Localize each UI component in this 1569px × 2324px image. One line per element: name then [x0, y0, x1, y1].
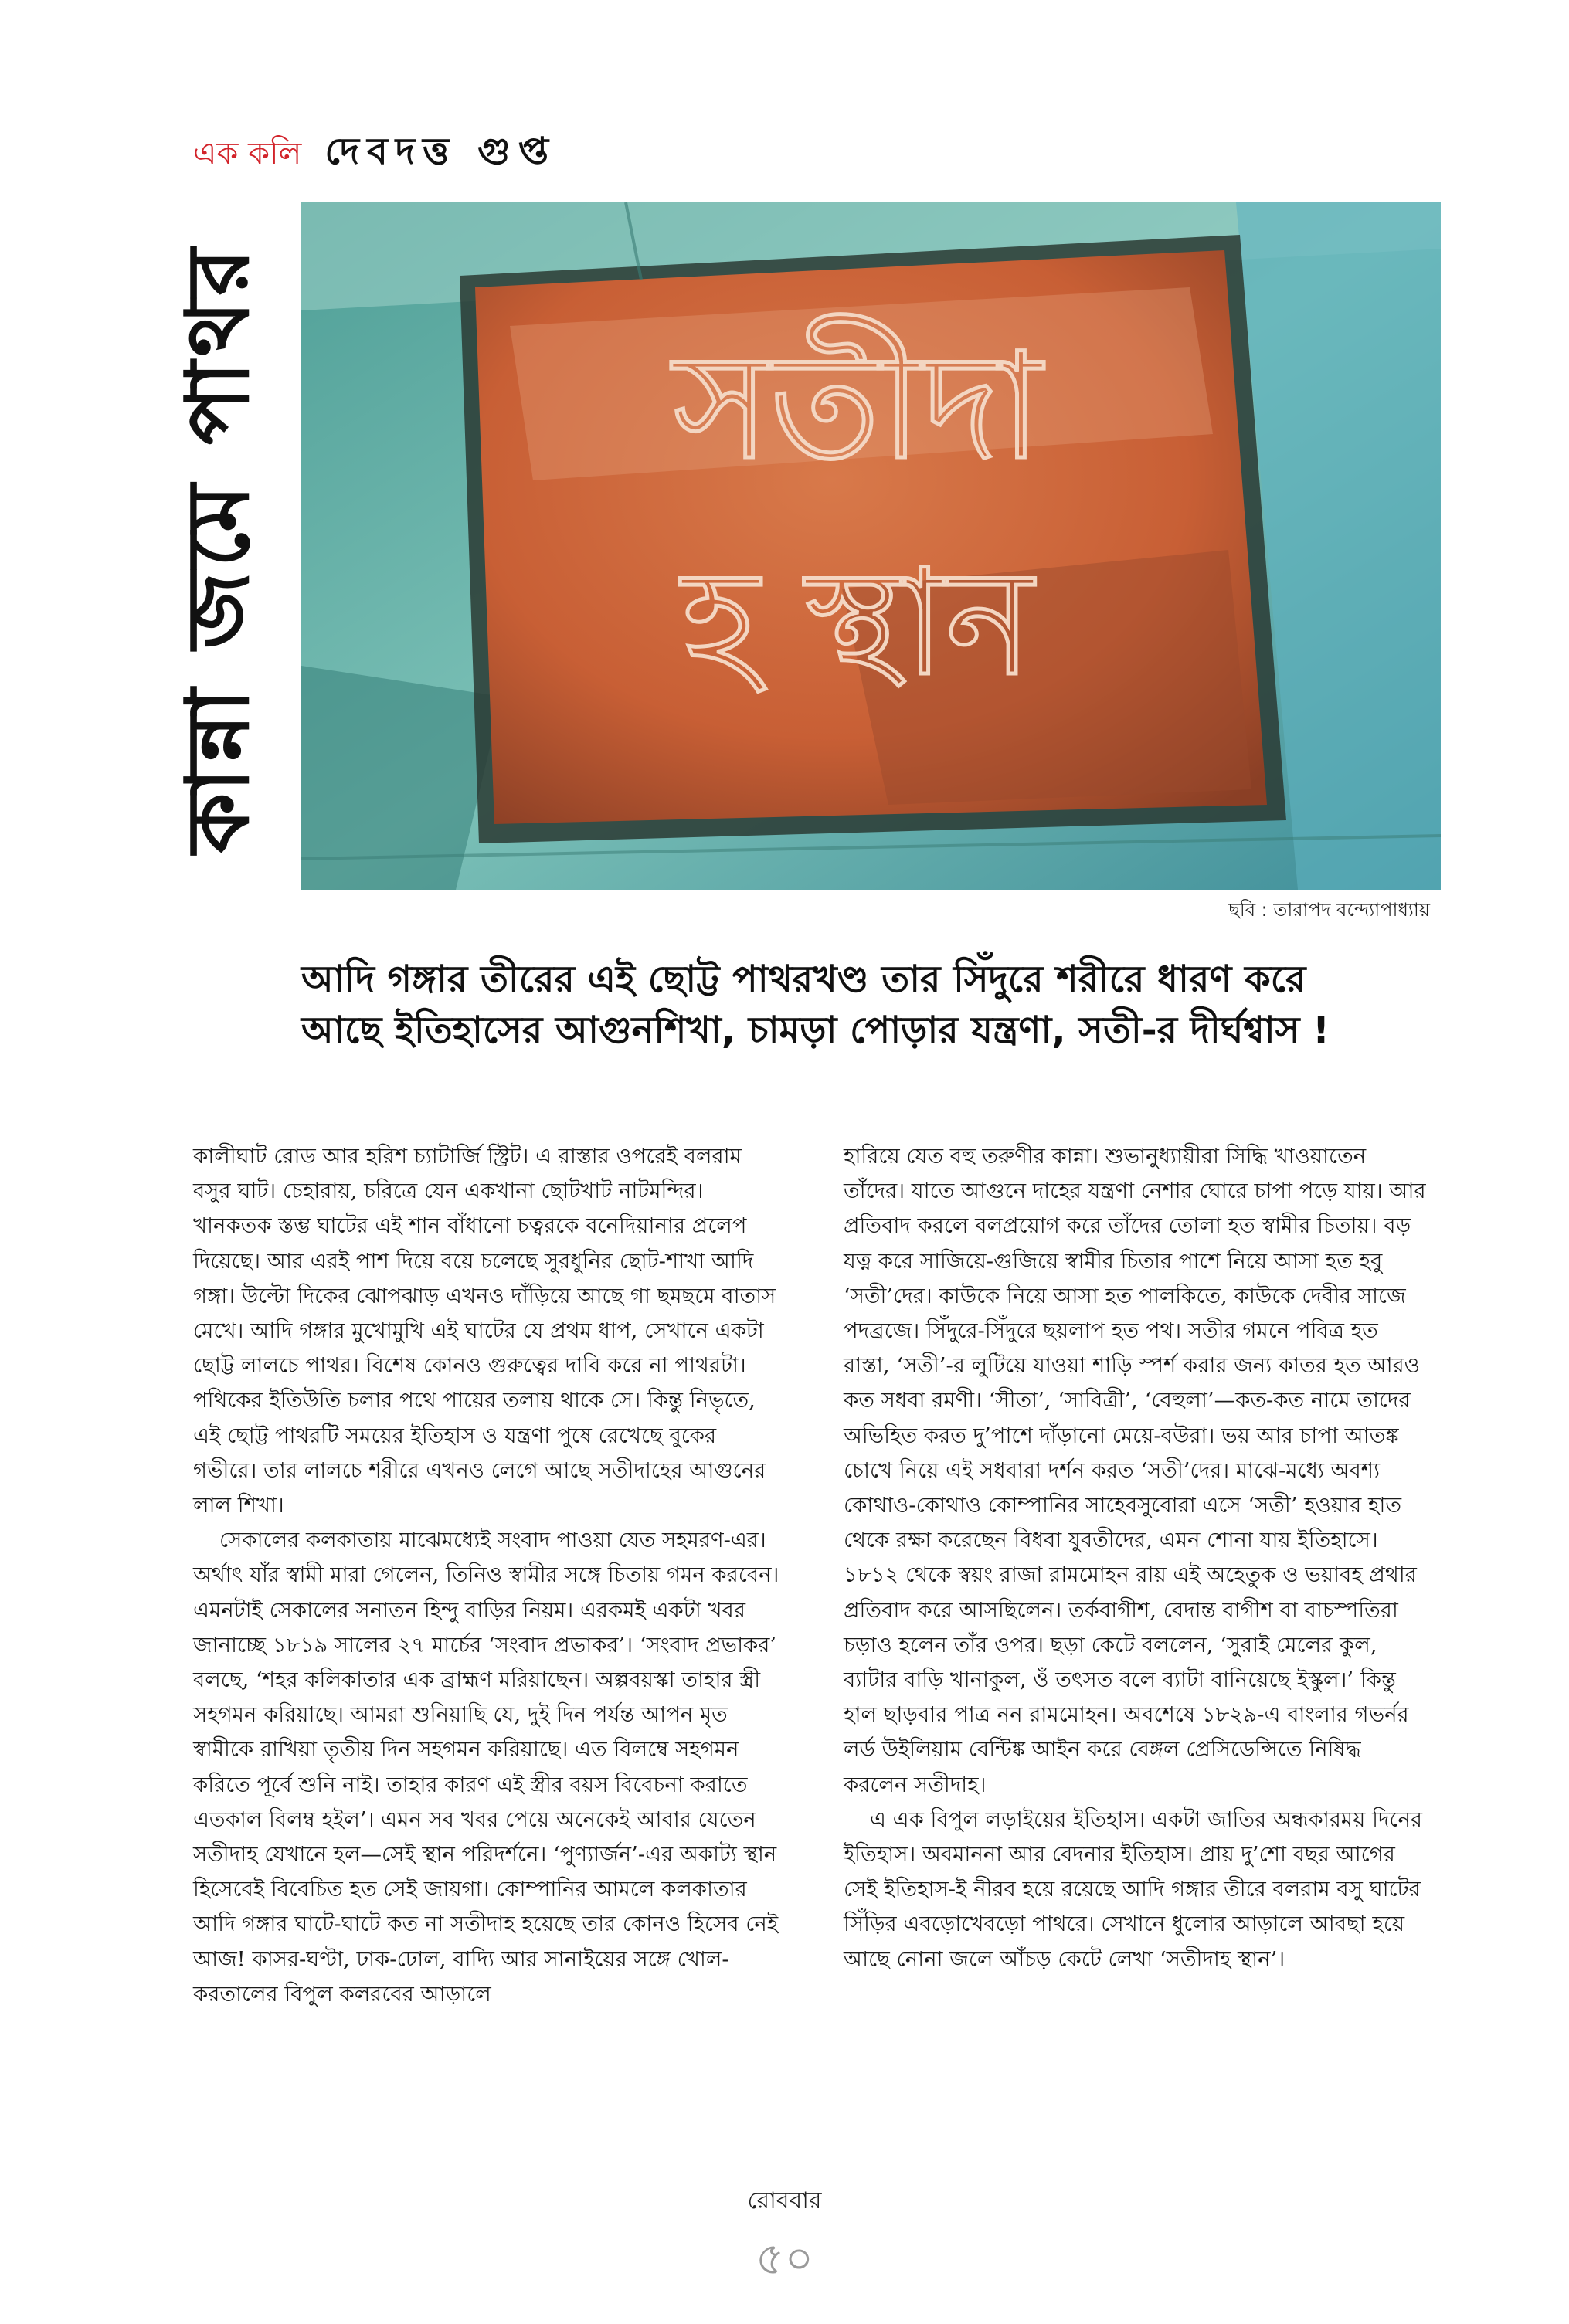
stone-photo: [301, 202, 1441, 890]
standfirst-line-2: আছে ইতিহাসের আগুনশিখা, চামড়া পোড়ার যন্ত্রণা, সতী-র দীর্ঘশ্বাস !: [301, 1009, 1330, 1052]
page-footer: [0, 2182, 1569, 2299]
page-number: ৫০: [755, 2232, 814, 2285]
body-paragraph: হারিয়ে যেত বহু তরুণীর কান্না। শুভানুধ্যায়ীরা সিদ্ধি খাওয়াতেন তাঁদের। যাতে আগুনে দাহের যন্ত্রণা নেশার ঘোরে চাপা পড়ে যায়। আর প্রতিবাদ করলে বলপ্রয়োগ করে তাঁদের তোলা হত স্বামীর চিতায়। বড় যত্ন করে সাজিয়ে-গুজিয়ে স্বামীর চিতার পাশে নিয়ে আসা হত হবু ‘সতী’দের। কাউকে নিয়ে আসা হত পালকিতে, কাউকে দেবীর সাজে পদব্রজে। সিঁদুরে-সিঁদুরে ছয়লাপ হত পথ। সতীর গমনে পবিত্র হত রাস্তা, ‘সতী’-র লুটিয়ে যাওয়া শাড়ি স্পর্শ করার জন্য কাতর হত আরও কত সধবা রমণী। ‘সীতা’, ‘সাবিত্রী’, ‘বেহুলা’—কত-কত নামে তাদের অভিহিত করত দু’পাশে দাঁড়ানো মেয়ে-বউরা। ভয় আর চাপা আতঙ্ক চোখে নিয়ে এই সধবারা দর্শন করত ‘সতী’দের। মাঝে-মধ্যে অবশ্য কোথাও-কোথাও কোম্পানির সাহেবসুবোরা এসে ‘সতী’ হওয়ার হাত থেকে রক্ষা করেছেন বিধবা যুবতীদের, এমন শোনা যায় ইতিহাসে। ১৮১২ থেকে স্বয়ং রাজা রামমোহন রায় এই অহেতুক ও ভয়াবহ প্রথার প্রতিবাদ করে আসছিলেন। তর্কবাগীশ, বেদান্ত বাগীশ বা বাচস্পতিরা চড়াও হলেন তাঁর ওপর। ছড়া কেটে বললেন, ‘সুরাই মেলের কুল, ব্যাটার বাড়ি খানাকুল, ওঁ তৎসত বলে ব্যাটা বানিয়েছে ইস্কুল।’ কিন্তু হাল ছাড়বার পাত্র নন রামমোহন। অবশেষে ১৮২৯-এ বাংলার গভর্নর লর্ড উইলিয়াম বেন্টিঙ্ক আইন করে বেঙ্গল প্রেসিডেন্সিতে নিষিদ্ধ করলেন সতীদাহ।: [844, 1144, 1426, 1797]
inscription-line2: হ স্থান: [681, 538, 1034, 708]
body-column-right: [844, 1139, 1431, 1977]
magazine-name: রোববার: [747, 2187, 822, 2214]
body-paragraph: এ এক বিপুল লড়াইয়ের ইতিহাস। একটা জাতির অন্ধকারময় দিনের ইতিহাস। অবমাননা আর বেদনার ইতিহাস। প্রায় দু’শো বছর আগের সেই ইতিহাস-ই নীরব হয়ে রয়েছে আদি গঙ্গার তীরে বলরাম বসু ঘাটের সিঁড়ির এবড়োখেবড়ো পাথরে। সেখানে ধুলোর আড়ালে আবছা হয়ে আছে নোনা জলে আঁচড় কেটে লেখা ‘সতীদাহ স্থান’।: [844, 1807, 1422, 1972]
standfirst: [301, 954, 1437, 1056]
photo-credit: ছবি : তারাপদ বন্দ্যোপাধ্যায়: [1228, 899, 1430, 921]
stone-photo-image: [301, 202, 1441, 890]
standfirst-line-1: আদি গঙ্গার তীরের এই ছোট্ট পাথরখণ্ড তার সিঁদুরে শরীরে ধারণ করে: [301, 958, 1306, 1001]
title-block: [166, 201, 282, 896]
section-label: এক কলি: [193, 136, 302, 171]
inscription-line1: সতীদা: [673, 321, 1042, 492]
body-paragraph: সেকালের কলকাতায় মাঝেমধ্যেই সংবাদ পাওয়া যেত সহমরণ-এর। অর্থাৎ যাঁর স্বামী মারা গেলেন, তিনিও স্বামীর সঙ্গে চিতায় গমন করবেন। এমনটাই সেকালের সনাতন হিন্দু বাড়ির নিয়ম। এরকমই একটা খবর জানাচ্ছে ১৮১৯ সালের ২৭ মার্চের ‘সংবাদ প্রভাকর’। ‘সংবাদ প্রভাকর’ বলছে, ‘শহর কলিকাতার এক ব্রাহ্মণ মরিয়াছেন। অল্পবয়স্কা তাহার স্ত্রী সহগমন করিয়াছে। আমরা শুনিয়াছি যে, দুই দিন পর্যন্ত আপন মৃত স্বামীকে রাখিয়া তৃতীয় দিন সহগমন করিয়াছে। এত বিলম্বে সহগমন করিতে পূর্বে শুনি নাই। তাহার কারণ এই স্ত্রীর বয়স বিবেচনা করাতে এতকাল বিলম্ব হইল’। এমন সব খবর পেয়ে অনেকেই আবার যেতেন সতীদাহ যেখানে হল—সেই স্থান পরিদর্শনে। ‘পুণ্যার্জন’-এর অকাট্য স্থান হিসেবেই বিবেচিত হত সেই জায়গা। কোম্পানির আমলে কলকাতার আদি গঙ্গার ঘাটে-ঘাটে কত না সতীদাহ হয়েছে তার কোনও হিসেব নেই আজ! কাসর-ঘণ্টা, ঢাক-ঢোল, বাদ্যি আর সানাইয়ের সঙ্গে খোল-করতালের বিপুল কলরবের আড়ালে: [193, 1528, 779, 2007]
body-column-left: [193, 1139, 780, 2012]
body-paragraph: কালীঘাট রোড আর হরিশ চ্যাটার্জি স্ট্রিট। এ রাস্তার ওপরেই বলরাম বসুর ঘাট। চেহারায়, চরিত্রে যেন একখানা ছোটখাট নাটমন্দির। খানকতক স্তম্ভ ঘাটের এই শান বাঁধানো চত্বরকে বনেদিয়ানার প্রলেপ দিয়েছে। আর এরই পাশ দিয়ে বয়ে চলেছে সুরধুনির ছোট-শাখা আদি গঙ্গা। উল্টো দিকের ঝোপঝাড় এখনও দাঁড়িয়ে আছে গা ছমছমে বাতাস মেখে। আদি গঙ্গার মুখোমুখি এই ঘাটের যে প্রথম ধাপ, সেখানে একটা ছোট্ট লালচে পাথর। বিশেষ কোনও গুরুত্বের দাবি করে না পাথরটা। পথিকের ইতিউতি চলার পথে পায়ের তলায় থাকে সে। কিন্তু নিভৃতে, এই ছোট্ট পাথরটি সময়ের ইতিহাস ও যন্ত্রণা পুষে রেখেছে বুকের গভীরে। তার লালচে শরীরে এখনও লেগে আছে সতীদাহের আগুনের লাল শিখা।: [193, 1144, 776, 1518]
kicker: [193, 124, 556, 185]
author-name: দেবদত্ত গুপ্ত: [324, 130, 557, 173]
article-title: কান্না জমে পাথর: [168, 243, 269, 853]
